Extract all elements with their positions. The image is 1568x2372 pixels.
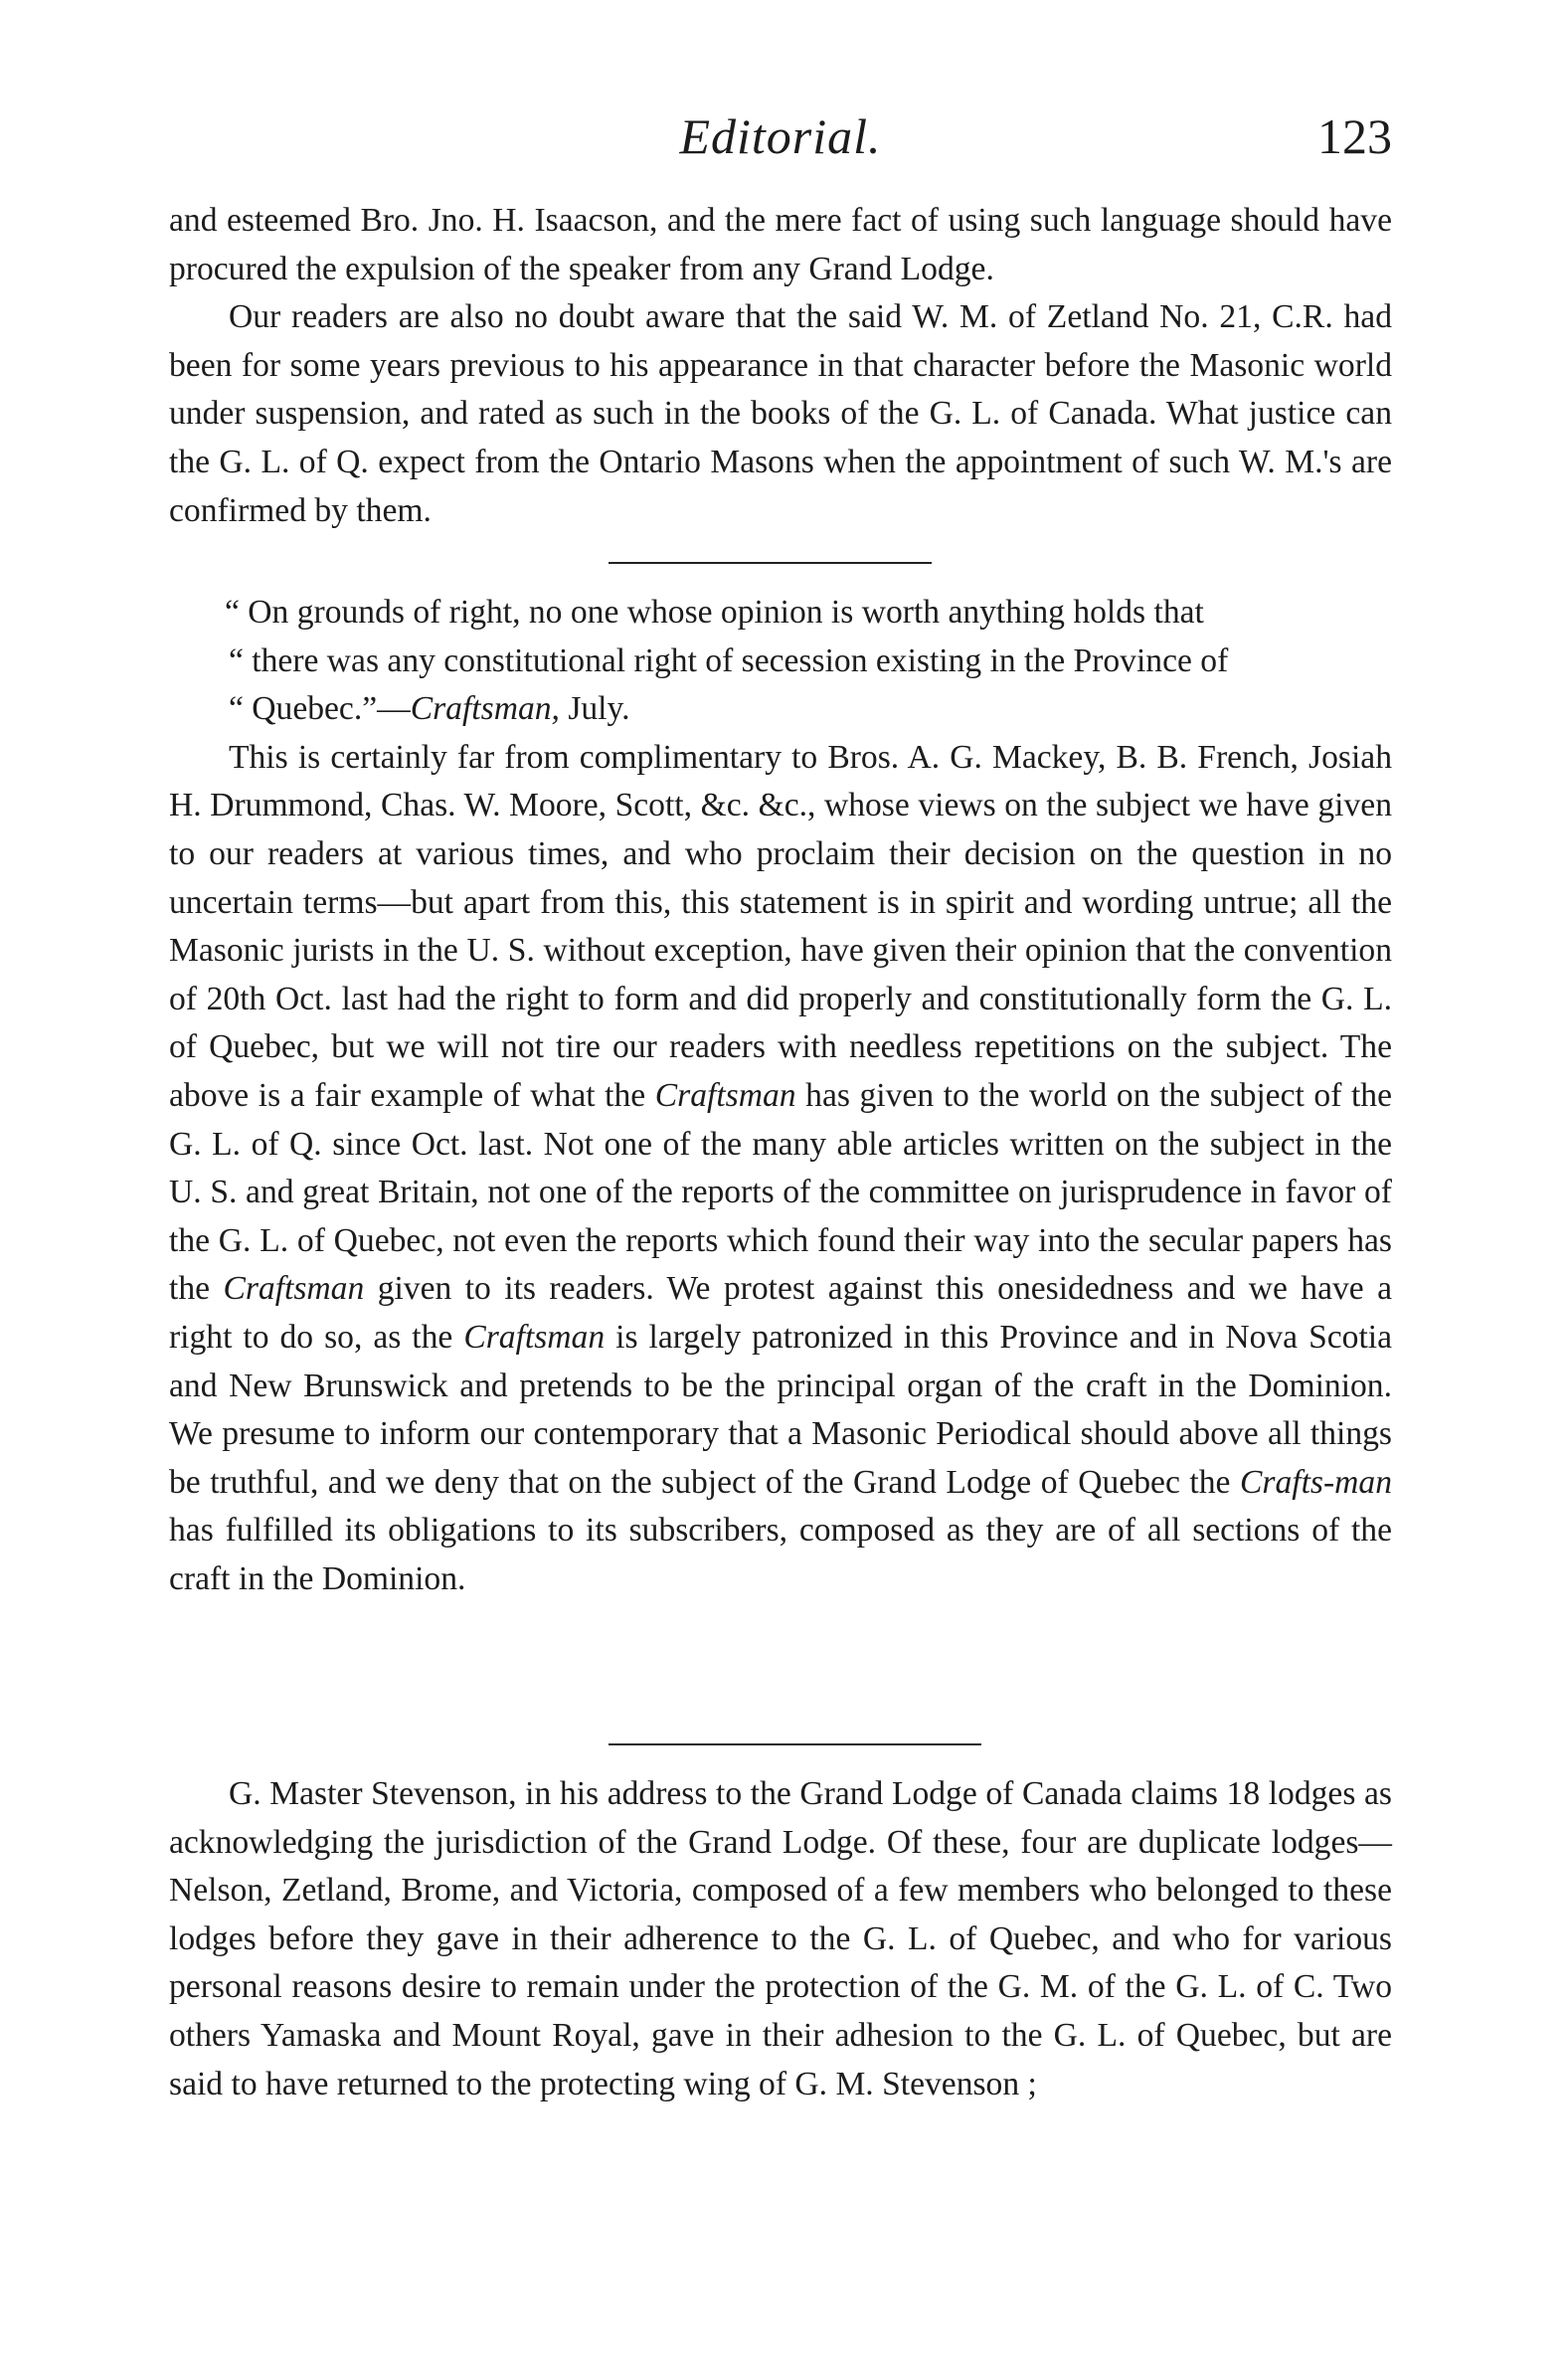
section-divider — [609, 562, 932, 564]
running-head: Editorial. — [679, 108, 882, 164]
paragraph-continued: and esteemed Bro. Jno. H. Isaacson, and the mere fact of using such language should have procured the expulsion of the speaker from any Grand Lodge. — [169, 202, 1392, 287]
page-header — [169, 107, 1392, 177]
section-2 — [169, 589, 1392, 1603]
section-3 — [169, 1770, 1392, 2108]
quote-source: Craftsman, — [410, 690, 560, 728]
text-run: has given to the world on the subject of the G. L. of Q. since Oct. last. Not one of the many able articles written on the subject in the U. S. and great Britain, not one of the reports of the committee on jurisprudence in favor of the G. L. of Quebec, not even the reports which found their way into the secular papers has the — [169, 1076, 1392, 1308]
quote-line: “ On grounds of right, no one whose opinion is worth anything holds that — [225, 594, 1204, 631]
publication-name: Craftsman — [463, 1318, 606, 1356]
quote-line — [169, 685, 1392, 734]
quote-date: July. — [559, 690, 630, 728]
text-run: is largely patronized in this Province and in Nova Scotia and New Brunswick and pretends to be the principal organ of the craft in the Dominion. We presume to inform our contemporary that a Masonic Periodical should above all things be truthful, and we deny that on the subject of the Grand Lodge of Quebec the — [169, 1318, 1393, 1501]
section-1 — [169, 197, 1392, 535]
quote-text: “ Quebec.”— — [229, 690, 411, 728]
page-number: 123 — [1317, 108, 1392, 164]
text-run: given to its readers. We protest against this onesidedness and we have a right to do so, as the — [169, 1270, 1392, 1356]
publication-name: Craftsman — [654, 1076, 796, 1114]
paragraph — [169, 734, 1392, 1604]
quote-line: “ there was any constitutional right of secession existing in the Province of — [229, 641, 1229, 679]
publication-name: Craftsman — [223, 1270, 365, 1308]
text-run: has fulfilled its obligations to its subscribers, composed as they are of all sections of the craft in the Dominion. — [169, 1512, 1392, 1597]
paragraph: Our readers are also no doubt aware that the said W. M. of Zetland No. 21, C.R. had been for some years previous to his appearance in that character before the Masonic world under suspension, and rated as such in the books of the G. L. of Canada. What justice can the G. L. of Q. expect from the Ontario Masons when the appointment of such W. M.'s are confirmed by them. — [169, 298, 1392, 529]
block-quote — [169, 589, 1392, 734]
publication-name: Crafts-man — [1240, 1463, 1392, 1501]
section-divider — [609, 1743, 981, 1745]
text-run: This is certainly far from complimentary to Bros. A. G. Mackey, B. B. French, Josiah H. Drummond, Chas. W. Moore, Scott, &c. &c., whose views on the subject we have given to our readers at various times, and who proclaim their decision on the question in no uncertain terms—but apart from this, this statement is in spirit and wording untrue; all the Masonic jurists in the U. S. without exception, have given their opinion that the convention of 20th Oct. last had the right to form and did properly and constitutionally form the G. L. of Quebec, but we will not tire our readers with needless repetitions on the subject. The above is a fair example of what the — [169, 738, 1392, 1114]
paragraph: G. Master Stevenson, in his address to the Grand Lodge of Canada claims 18 lodges as acknowledging the jurisdiction of the Grand Lodge. Of these, four are duplicate lodges—Nelson, Zetland, Brome, and Victoria, composed of a few members who belonged to these lodges before they gave in their adherence to the G. L. of Quebec, and who for various personal reasons desire to remain under the protection of the G. M. of the G. L. of C. Two others Yamaska and Mount Royal, gave in their adhesion to the G. L. of Quebec, but are said to have returned to the protecting wing of G. M. Stevenson ; — [169, 1775, 1392, 2102]
